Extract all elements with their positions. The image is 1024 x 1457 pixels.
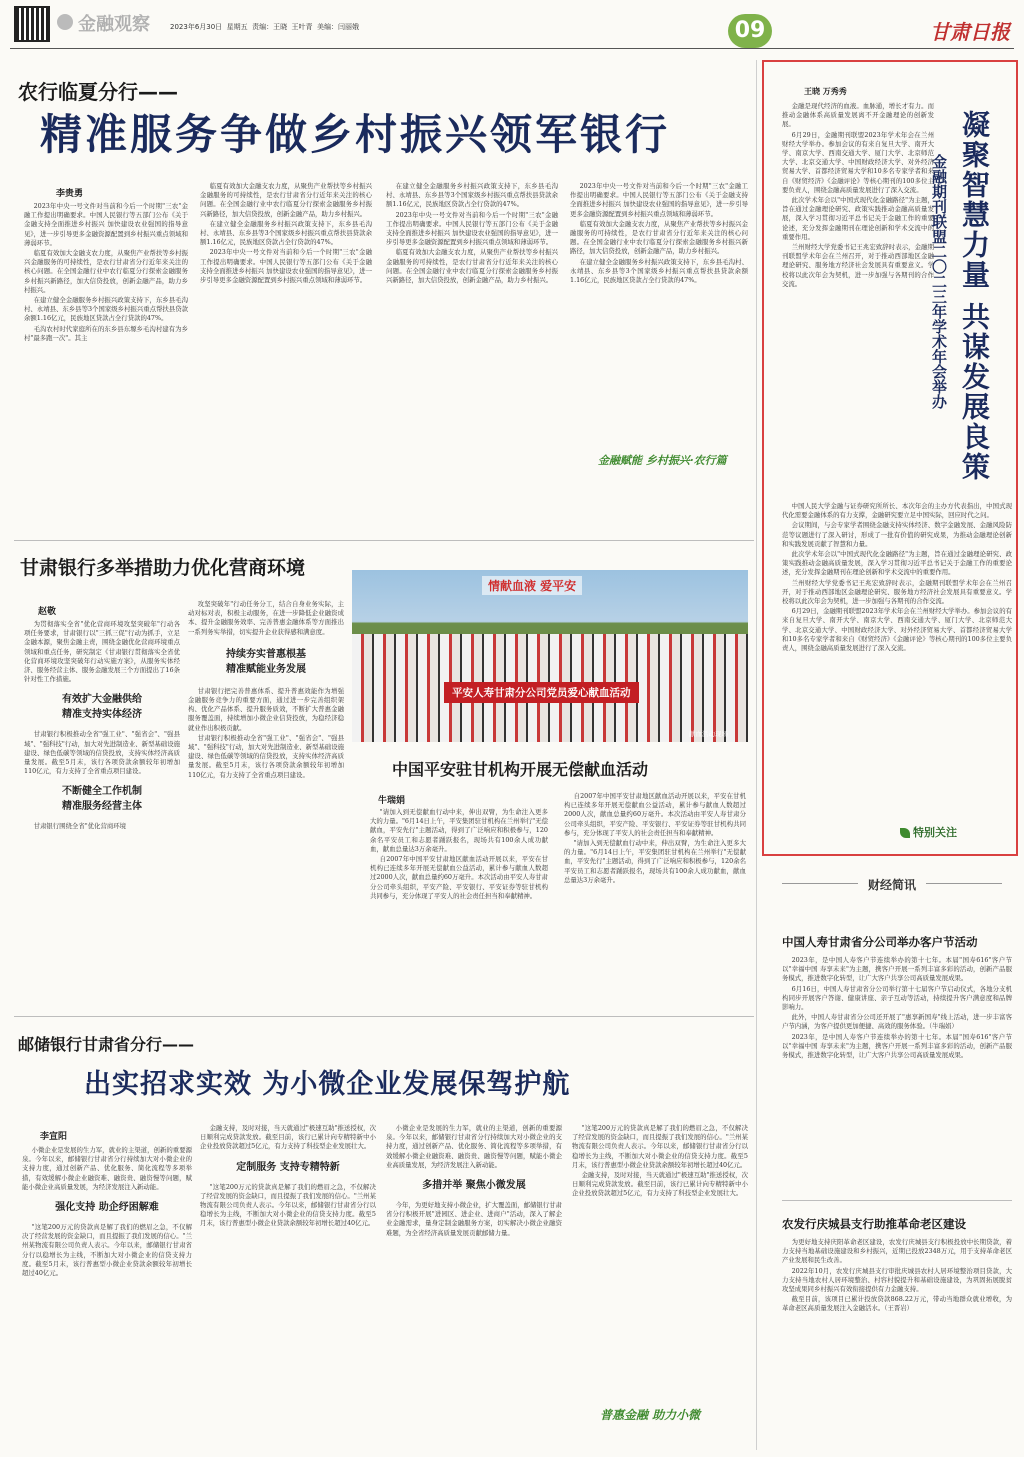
a3-byline: 牛瑞娟 [378,796,406,806]
a4-para-2b: "这笔200万元的贷款真是解了我们的燃眉之急，不仅解决了经营发展的资金缺口，而且提振了我们发展的信心。"兰州某物流有限公司负责人表示。今年以来，邮储银行甘肃省分行以稳增长为主线，不断加大对小微企业的信贷支持力度。截至5月末，该行普惠型小微企业贷款余额较年初增长超过40亿元。 [200,1182,376,1228]
a2-para-3: 甘肃银行围绕全省"优化营商环境 [33,822,127,831]
a3-caption: 献血活动现场 [689,730,728,738]
a1-para-3: 在建立健全金融服务乡村振兴政策支持下，东乡县毛沟村、永靖县、东乡县等3个国家级乡村振兴重点帮扶县贷款余额1.16亿元，民族地区贷款占全行贷款的47%。 [24,296,188,323]
brief-2-para-3: 截至目前，该项目已累计投放贷款868.22万元，带动当地群众就业增收，为革命老区高质量发展注入金融活水。（王晋岩） [782,1295,1012,1313]
feature-label: 金融赋能 乡村振兴·农行篇 [598,454,727,467]
a1-body-col-2 [200,182,372,504]
sidebar-byline: 王晓 万秀秀 [804,87,847,96]
sidebar-subtitle: 金融期刊联盟二〇二三年学术年会举办 [930,154,948,409]
a1-para-3c: 在建立健全金融服务乡村振兴政策支持下，东乡县毛沟村、永靖县、东乡县等3个国家级乡村振兴重点帮扶县贷款余额1.16亿元，民族地区贷款占全行贷款的47%。 [386,182,558,209]
a4-title: 出实招求实效 为小微企业发展保驾护航 [84,1069,571,1100]
a3-bottom-rule [14,1016,754,1017]
a1-kicker: 农行临夏分行—— [18,80,178,104]
sidebar-para-4b: 兰州财经大学党委书记王兆宏致辞时表示，金融期刊联盟学术年会在兰州召开，对于推动西部地区金融理论研究、服务地方经济社会发展具有重要意义。学校将以此次年会为契机，进一步加强与各期刊的合作交流。 [782,578,1012,606]
brief-label [782,874,1002,892]
brief-label-text: 财经简讯 [858,878,926,892]
brief-1-body [782,956,1012,1190]
a1-para-1b: 2023年中央一号文件对当前和今后一个时期"三农"金融工作提出明确要求。中国人民银行等五部门公布《关于金融支持全面推进乡村振兴 加快建设农业强国的指导意见》，进一步引导更多金融资源配置到乡村振兴重点领域和薄弱环节。 [200,248,372,285]
a1-para-1c: 2023年中央一号文件对当前和今后一个时期"三农"金融工作提出明确要求。中国人民银行等五部门公布《关于金融支持全面推进乡村振兴 加快建设农业强国的指导意见》，进一步引导更多金融资源配置到乡村振兴重点领域和薄弱环节。 [386,210,558,247]
sidebar-tag-text: 特别关注 [913,826,957,839]
a3-para-1b: "请加入到无偿献血行动中来，伸出双臂，为生命注入更多大的力量。"6月14日上午，平安集团驻甘机构在兰州举行"无偿献血，平安先行"主题活动，得到了广泛响应和积极参与，120余名平安员工和志愿者踊跃报名，现场共有100余人成功献血，献血总量达3万余毫升。 [564,839,746,884]
a3-para-1: "请加入到无偿献血行动中来，伸出双臂，为生命注入更多大的力量。"6月14日上午，平安集团驻甘机构在兰州举行"无偿献血，平安先行"主题活动，得到了广泛响应和积极参与，120余名平安员工和志愿者踊跃报名，现场共有100余人成功献血，献血总量达3万余毫升。 [370,808,548,853]
section-logo-icon [57,14,73,30]
brief-1-para-1: 2023年，是中国人寿客户节连续举办的第十七年。本届"国寿616"客户节以"幸福中国 寿享未来"为主题，携客户开展一系列丰富多彩的活动，创新产品服务模式，推进数字化转型，让广大客户共享公司高质量发展成果。 [782,956,1012,983]
a2-byline: 赵敬 [38,607,57,617]
a3-title: 中国平安驻甘机构开展无偿献血活动 [392,760,649,779]
brief-2-para-2: 2022年10月，农发行庆城县支行审批庆城县农村人居环境整治项目贷款，大力支持当地农村人居环境整治、村容村貌提升和基础设施建设，为巩固拓展脱贫攻坚成果同乡村振兴有效衔接提供有力金融支持。 [782,1266,1012,1294]
a4-body-col-2 [200,1124,376,1450]
a1-para-3b: 在建立健全金融服务乡村振兴政策支持下，东乡县毛沟村、永靖县、东乡县等3个国家级乡村振兴重点帮扶县贷款余额1.16亿元，民族地区贷款占全行贷款的47%。 [200,219,372,247]
a4-subhead-2: 定制服务 支持专精特新 [236,1161,340,1173]
qr-code-icon [14,6,50,42]
a3-photo [352,570,748,742]
a4-para-3: 金融支持，及时对接，当天就通过"极速互助"推送授权，次日顺利完成贷款发放。截至目前，该行已累计向专精特新中小企业投放贷款超过5亿元，有力支持了科技型企业发展壮大。 [200,1124,376,1151]
a4-body-col-4 [572,1124,748,1400]
newspaper-logo: 甘肃日报 [930,20,1010,44]
a2-title: 甘肃银行多举措助力优化营商环境 [20,557,306,579]
brief-2-title: 农发行庆城县支行助推革命老区建设 [782,1217,966,1231]
sidebar-para-6: 会议期间，与会专家学者围绕金融支持实体经济、数字金融发展、金融风险防范等议题进行了深入研讨，形成了一批有价值的研究成果，为推动金融理论创新和实践发展贡献了智慧和力量。 [782,521,1012,548]
a2-para-2: 甘肃银行积极推动全省"强工业"、"强省会"、"强县域"、"强科技"行动，加大对先进制造业、新型基础设施建设、绿色低碳等领域的信贷投放，支持实体经济高质量发展。截至5月末，该行各项贷款余额较年初增加110亿元，有力支持了全省重点项目建设。 [24,730,180,776]
editor2: 王叶青 [291,23,313,31]
a4-para-1c: 小微企业是发展的生力军，就业的主渠道，创新的重要源泉。今年以来，邮储银行甘肃省分行持续加大对小微企业的支持力度，通过创新产品、优化服务、简化流程等多项举措，有效缓解小微企业融资难、融资贵、融资慢等问题，赋能小微企业高质量发展，为经济发展注入新动能。 [386,1124,562,1169]
a4-para-2d: "这笔200万元的贷款真是解了我们的燃眉之急，不仅解决了经营发展的资金缺口，而且提振了我们发展的信心。"兰州某物流有限公司负责人表示。今年以来，邮储银行甘肃省分行以稳增长为主线，不断加大对小微企业的信贷支持力度。截至5月末，该行普惠型小微企业贷款余额较年初增长超过40亿元。 [572,1124,748,1169]
a1-para-2b: 临夏有效加大金融支农力度，从聚焦产业帮扶等乡村振兴金融服务的可持续性，是农行甘肃省分行近年来关注的核心问题。在全国金融行业中农行临夏分行探索金融服务乡村振兴新路径，加大信贷投放，创新金融产品，助力乡村振兴。 [200,182,372,218]
a1-para-2d: 临夏有效加大金融支农力度，从聚焦产业帮扶等乡村振兴金融服务的可持续性，是农行甘肃省分行近年来关注的核心问题。在全国金融行业中农行临夏分行探索金融服务乡村振兴新路径，加大信贷投放，创新金融产品，助力乡村振兴。 [570,219,748,256]
brief-divider [782,1200,1012,1201]
a1-body-col-4 [570,182,748,444]
col-sep-main [756,60,757,1450]
a2-subhead-3: 持续夯实普惠根基 精准赋能业务发展 [226,648,306,675]
issue-weekday: 星期五 [226,23,248,31]
sidebar-para-3: 此次学术年会以"中国式现代化金融路径"为主题，旨在通过金融理论研究、政策实践推动金融高质量发展，深入学习贯彻习近平总书记关于金融工作的重要论述，充分发挥金融期刊在理论创新和学术交流中的重要作用。 [782,196,934,241]
a2-subhead-2: 不断健全工作机制 精准服务经营主体 [62,786,142,813]
sidebar-para-4: 兰州财经大学党委书记王兆宏致辞时表示，金融期刊联盟学术年会在兰州召开，对于推动西部地区金融理论研究、服务地方经济社会发展具有重要意义。学校将以此次年会为契机，进一步加强与各期刊的合作交流。 [782,243,934,288]
a2-subhead-1: 有效扩大金融供给 精准支持实体经济 [62,694,142,721]
a1-byline: 李贵勇 [56,189,84,199]
sidebar-box [762,60,1018,856]
a4-para-3d: 金融支持，及时对接，当天就通过"极速互助"推送授权，次日顺利完成贷款发放。截至目前，该行已累计向专精特新中小企业投放贷款超过5亿元，有力支持了科技型企业发展壮大。 [572,1171,748,1198]
page-number-text: 09 [734,18,766,43]
sidebar-para-3b: 此次学术年会以"中国式现代化金融路径"为主题，旨在通过金融理论研究、政策实践推动金融高质量发展，深入学习贯彻习近平总书记关于金融工作的重要论述，充分发挥金融期刊在理论创新和学术交流中的重要作用。 [782,550,1012,577]
a1-para-2c: 临夏有效加大金融支农力度，从聚焦产业帮扶等乡村振兴金融服务的可持续性，是农行甘肃省分行近年来关注的核心问题。在全国金融行业中农行临夏分行探索金融服务乡村振兴新路径，加大信贷投放，创新金融产品，助力乡村振兴。 [386,248,558,285]
brief-2-body [782,1238,1012,1448]
sidebar-para-1: 金融是现代经济的血液。血脉通，增长才有力。而推动金融体系高质量发展离不开金融理论的创新发展。 [782,102,934,129]
brief-1-para-3: 此外，中国人寿甘肃省分公司还开展了"惠享新国寿"线上活动，进一步丰富客户节内涵，为客户提供更加便捷、高效的服务体验。（牛瑞娟） [782,1013,1012,1031]
a1-para-2: 临夏有效加大金融支农力度，从聚焦产业帮扶等乡村振兴金融服务的可持续性，是农行甘肃省分行近年来关注的核心问题。在全国金融行业中农行临夏分行探索金融服务乡村振兴新路径，加大信贷投放，创新金融产品，助力乡村振兴。 [24,249,188,294]
masthead [0,0,1024,56]
a3-body-col-1 [370,808,548,998]
a1-para-4: 毛沟农村时代家庭所在的东乡县东塬乡毛沟村建有为乡村"最多跑一次"。其主 [24,324,188,342]
a1-para-1: 2023年中央一号文件对当前和今后一个时期"三农"金融工作提出明确要求。中国人民银行等五部门公布《关于金融支持全面推进乡村振兴 加快建设农业强国的指导意见》，进一步引导更多金融资源配置到乡村振兴重点领域和薄弱环节。 [24,202,188,247]
page-number [728,14,772,48]
a2-para-5: 甘肃银行把完善普惠体系、提升普惠效能作为增强金融服务竞争力的重要方面，通过进一步完善组织架构、优化产品体系、提升服务质效，不断扩大普惠金融服务覆盖面，持续增加小微企业信贷投放，为稳经济稳就业作出积极贡献。 [188,686,344,732]
a4-para-4: 今年，为更好地支持小微企业，扩大覆盖面，邮储银行甘肃省分行积极开展"进园区、进企业、进商户"活动，深入了解企业金融需求，量身定制金融服务方案，切实解决小微企业融资难题，为全省经济高质量发展贡献邮储力量。 [386,1201,562,1237]
sidebar-para-2: 6月29日，金融期刊联盟2023年学术年会在兰州财经大学举办。参加会议的有来自复旦大学、南开大学、南京大学、西南交通大学、厦门大学、北京师范大学、北京交通大学、中国财政经济大学、对外经济贸易大学、首都经济贸易大学和10多名专家学者和来自《财贸经济》《金融评论》等核心期刊的100多位主要负责人，围绕金融高质量发展进行了深入交流。 [782,130,934,194]
a4-para-2: "这笔200万元的贷款真是解了我们的燃眉之急，不仅解决了经营发展的资金缺口，而且提振了我们发展的信心。"兰州某物流有限公司负责人表示。今年以来，邮储银行甘肃省分行以稳增长为主线，不断加大对小微企业的信贷支持力度。截至5月末，该行普惠型小微企业贷款余额较年初增长超过40亿元。 [22,1223,192,1278]
issue-info [170,22,359,32]
sidebar-para-2b: 6月29日，金融期刊联盟2023年学术年会在兰州财经大学举办。参加会议的有来自复旦大学、南开大学、南京大学、西南交通大学、厦门大学、北京师范大学、北京交通大学、中国财政经济大学、对外经济贸易大学、首都经济贸易大学和10多名专家学者和来自《财贸经济》《金融评论》等核心期刊的100多位主要负责人，围绕金融高质量发展进行了深入交流。 [782,607,1012,653]
brief-1-para-1b: 2023年，是中国人寿客户节连续举办的第十七年。本届"国寿616"客户节以"幸福中国 寿享未来"为主题，携客户开展一系列丰富多彩的活动，创新产品服务模式，推进数字化转型，让广大客户共享公司高质量发展成果。 [782,1032,1012,1060]
a3-para-2: 自2007年中国平安甘肃地区献血活动开展以来，平安在甘机构已连续多年开展无偿献血公益活动，累计参与献血人数超过2000人次，献血总量约60万毫升。本次活动由平安人寿甘肃分公司牵头组织，平安产险、平安银行、平安证券等驻甘机构共同参与，充分体现了平安人的社会责任担当和奉献精神。 [370,855,548,900]
a3-para-2b: 自2007年中国平安甘肃地区献血活动开展以来，平安在甘机构已连续多年开展无偿献血公益活动，累计参与献血人数超过2000人次，献血总量约60万毫升。本次活动由平安人寿甘肃分公司牵头组织，平安产险、平安银行、平安证券等驻甘机构共同参与，充分体现了平安人的社会责任担当和奉献精神。 [564,792,746,837]
a1-body-col-3 [386,182,558,504]
a2-para-4: 攻坚突破年"行动任务分工，结合自身业务实际，主动对标对表，积极主动服务，在进一步降低企业融资成本、提升金融服务效率、完善普惠金融体系等方面推出一系列务实举措，切实提升企业获得感和满意度。 [188,600,344,636]
editor: 责编：王晓 [252,23,288,31]
a2-para-2b: 甘肃银行积极推动全省"强工业"、"强省会"、"强县域"、"强科技"行动，加大对先进制造业、新型基础设施建设、绿色低碳等领域的信贷投放，支持实体经济高质量发展。截至5月末，该行各项贷款余额较年初增加110亿元，有力支持了全省重点项目建设。 [188,733,344,779]
a4-body-col-3 [386,1124,562,1450]
a4-badge: 普惠金融 助力小微 [600,1408,701,1422]
sidebar-para-5: 中国人民大学金融与证券研究所所长、本次年会的主办方代表指出，中国式现代化需要金融体系的有力支撑，金融研究要立足中国实际，回应时代之问。 [782,502,1012,520]
a4-byline: 李宣阳 [40,1132,68,1142]
brief-1-title: 中国人寿甘肃省分公司举办客户节活动 [782,935,978,949]
a3-banner-top: 情献血液 爱平安 [482,576,582,595]
sidebar-title: 凝聚智慧力量 共谋发展良策 [958,110,991,482]
a2-body-col-2 [188,600,344,988]
brief-2-para-1: 为更好地支持庆阳革命老区建设，农发行庆城县支行积极投放中长期贷款，着力支持当地基础设施建设和乡村振兴，近期已投放2348万元，用于支持革命老区产业发展和民生改善。 [782,1238,1012,1265]
sidebar-body [782,102,934,498]
a4-subhead-3: 多措并举 聚焦小微发展 [422,1180,526,1192]
a1-para-1d: 2023年中央一号文件对当前和今后一个时期"三农"金融工作提出明确要求。中国人民银行等五部门公布《关于金融支持全面推进乡村振兴 加快建设农业强国的指导意见》，进一步引导更多金融资源配置到乡村振兴重点领域和薄弱环节。 [570,182,748,218]
a4-para-1: 小微企业是发展的生力军，就业的主渠道，创新的重要源泉。今年以来，邮储银行甘肃省分行持续加大对小微企业的支持力度，通过创新产品、优化服务、简化流程等多项举措，有效缓解小微企业融资难、融资贵、融资慢等问题，赋能小微企业高质量发展，为经济发展注入新动能。 [22,1146,192,1191]
a1-title: 精准服务争做乡村振兴领军银行 [40,110,671,159]
masthead-rule [10,48,1014,49]
a4-kicker: 邮储银行甘肃省分行—— [18,1035,195,1054]
sidebar-tag [900,824,957,840]
a3-banner: 平安人寿甘肃分公司党员爱心献血活动 [444,682,639,703]
a1-para-3d: 在建立健全金融服务乡村振兴政策支持下，东乡县毛沟村、永靖县、东乡县等3个国家级乡村振兴重点帮扶县贷款余额1.16亿元，民族地区贷款占全行贷款的47%。 [570,257,748,285]
a1-bottom-rule [14,540,754,541]
issue-date: 2023年6月30日 [170,23,223,31]
a2-body-col-1 [24,620,180,988]
a4-body-col-1 [22,1146,192,1450]
a1-body-col-1 [24,202,188,504]
designer: 美编：闫丽娥 [317,23,359,31]
section-name: 金融观察 [78,14,150,35]
brief-1-para-2: 6月16日，中国人寿甘肃省分公司举行第十七届客户节启动仪式，各地分支机构同步开展客户答谢、健康讲座、亲子互动等活动，持续提升客户满意度和品牌影响力。 [782,984,1012,1012]
sidebar-body-2 [782,502,1012,822]
a3-body-col-2 [564,792,746,998]
a2-para-1: 为贯彻落实全省"优化营商环境攻坚突破年"行动各项任务要求，甘肃银行以"三抓三促"行动为抓手，立足金融本源，聚焦金融主责，围绕金融优化营商环境重点领域和重点任务，研究制定《甘肃银行贯彻落实全省优化营商环境攻坚突破年行动实施方案》，从服务实体经济、服务经营主体、服务金融发展三个方面提出了16条针对性工作措施。 [24,620,180,684]
a4-subhead-1: 强化支持 助企纾困解难 [55,1202,159,1214]
leaf-icon [900,828,910,838]
